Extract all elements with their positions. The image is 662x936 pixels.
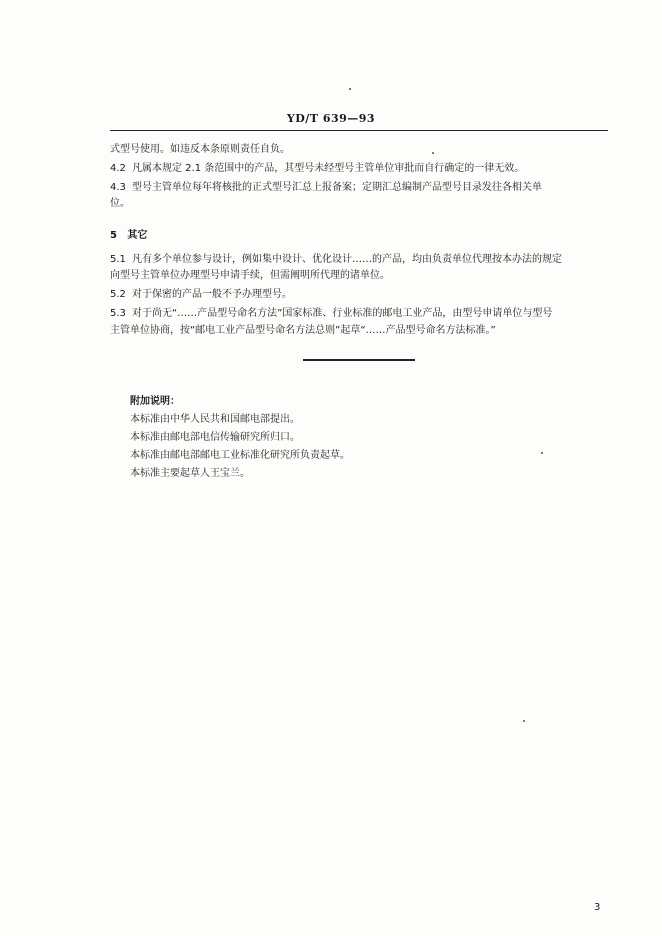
section-5-heading	[110, 226, 147, 241]
scan-speck	[432, 152, 434, 154]
note-line: 本标准由邮电部电信传输研究所归口。	[130, 432, 300, 443]
end-of-text-rule	[303, 359, 415, 361]
clause-5-2	[110, 285, 608, 304]
section-title: 其它	[127, 230, 148, 241]
note-line: 本标准由邮电部邮电工业标准化研究所负责起草。	[130, 450, 350, 461]
page-number: 3	[594, 902, 601, 913]
clause-5-3-line-2: 主管单位协商，按“邮电工业产品型号命名方法总则”起草“……产品型号命名方法标准。”	[110, 325, 496, 336]
clause-4-2	[110, 159, 608, 178]
continued-paragraph: 式型号使用。如违反本条原则责任自负。	[110, 144, 290, 155]
note-line: 本标准由中华人民共和国邮电部提出。	[130, 414, 300, 425]
clause-number: 5.1	[110, 254, 126, 265]
header-rule	[110, 130, 608, 131]
note-line: 本标准主要起草人王宝兰。	[130, 468, 250, 479]
additional-notes-title: 附加说明：	[130, 396, 180, 407]
clause-text: 凡有多个单位参与设计，例如集中设计、优化设计……的产品，均由负责单位代理按本办法的规定	[132, 254, 562, 265]
scan-speck	[523, 720, 525, 722]
clause-text: 对于保密的产品一般不予办理型号。	[132, 289, 292, 300]
clause-4-3-line-2: 位。	[110, 198, 130, 209]
clause-text: 型号主管单位每年将核批的正式型号汇总上报备案；定期汇总编制产品型号目录发往各相关单	[132, 182, 542, 193]
clause-number: 4.2	[110, 163, 126, 174]
clause-5-1-line-2: 向型号主管单位办理型号申请手续，但需阐明所代理的诸单位。	[110, 270, 390, 281]
scan-speck	[349, 88, 351, 90]
clause-number: 5.2	[110, 289, 126, 300]
scan-speck	[541, 452, 543, 454]
clause-number: 5.3	[110, 308, 126, 319]
clause-number: 4.3	[110, 182, 126, 193]
section-number: 5	[110, 230, 117, 241]
clause-text: 对于尚无“……产品型号命名方法”国家标准、行业标准的邮电工业产品，由型号申请单位与型号	[132, 308, 553, 319]
standard-code-header: YD/T 639—93	[286, 112, 376, 125]
clause-text: 凡属本规定 2.1 条范围中的产品，其型号未经型号主管单位审批而自行确定的一律无效。	[132, 163, 525, 174]
